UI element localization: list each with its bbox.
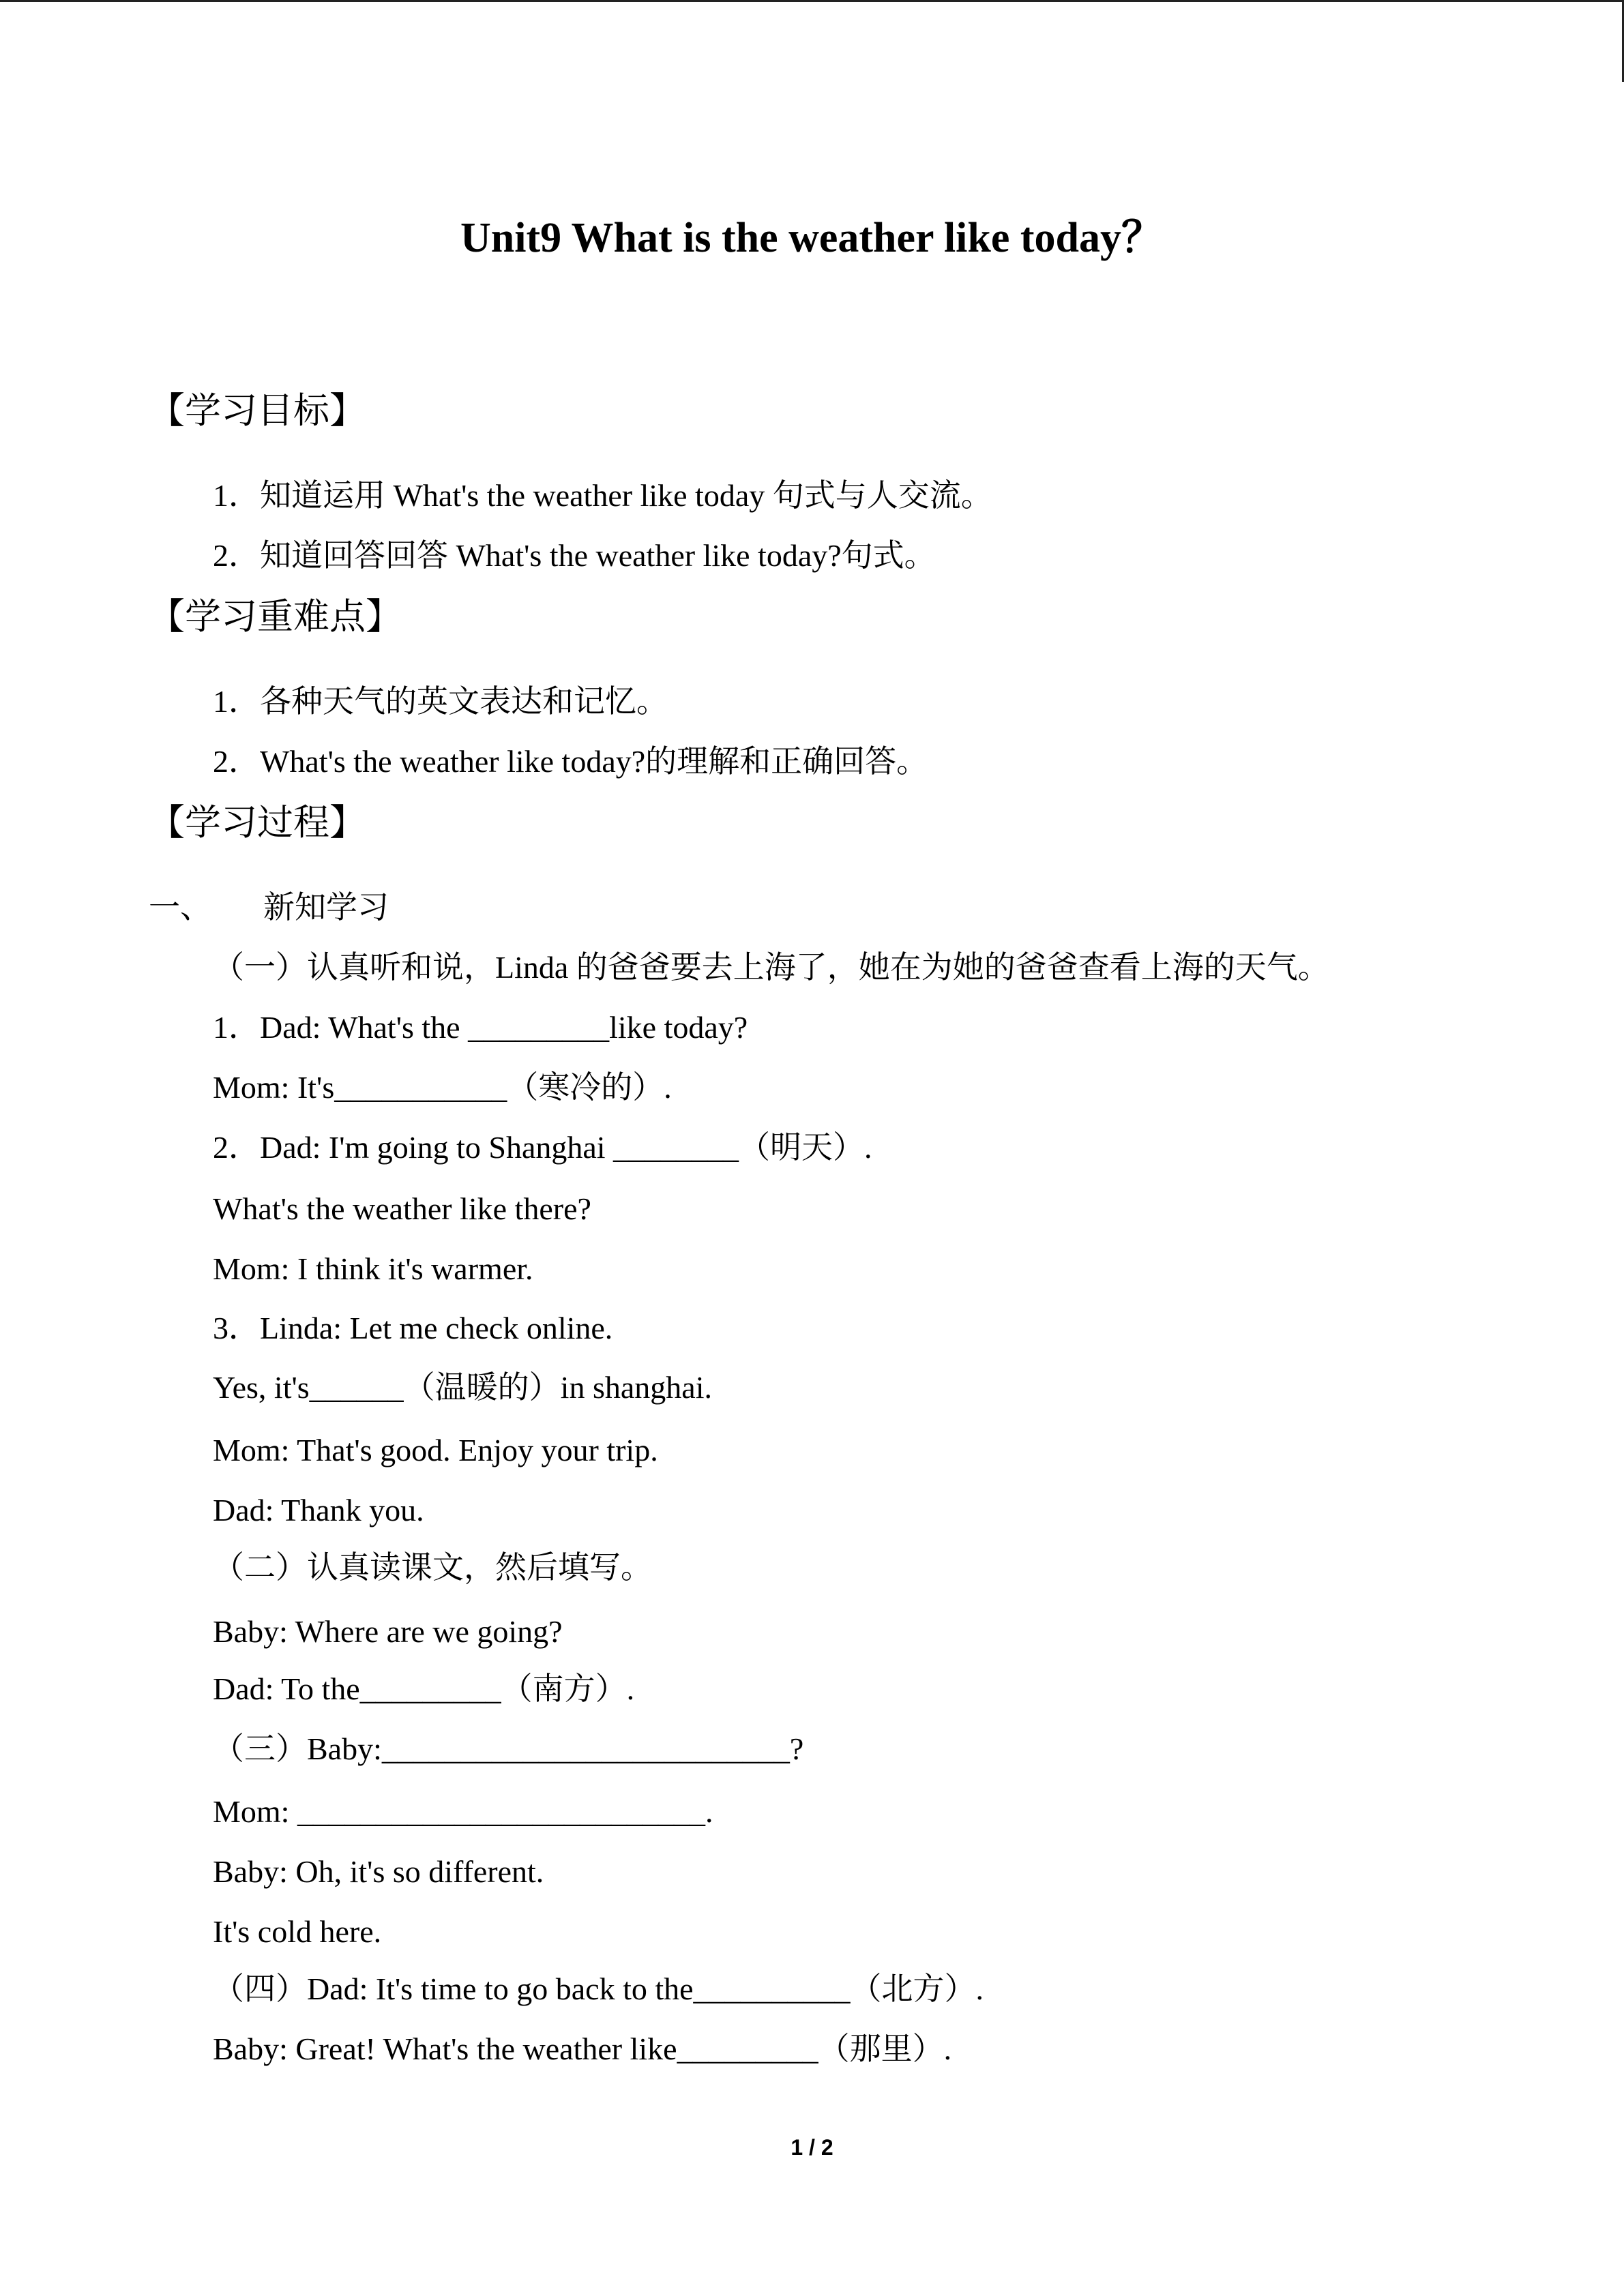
heading-goals: 【学习目标】	[149, 390, 366, 432]
process-line: Mom: That's good. Enjoy your trip.	[213, 1433, 658, 1467]
heading-key-points: 【学习重难点】	[149, 596, 402, 638]
process-line: （四）Dad: It's time to go back to the__________（北方）.	[213, 1971, 984, 2006]
process-line: What's the weather like there?	[213, 1191, 591, 1226]
key-point-item-2: 2．What's the weather like today?的理解和正确回答。	[213, 744, 928, 779]
process-line: 1．Dad: What's the _________like today?	[213, 1010, 748, 1045]
page-title: Unit9 What is the weather like today？	[460, 215, 1164, 261]
part-title: 新知学习	[263, 890, 389, 925]
key-point-item-1: 1．各种天气的英文表达和记忆。	[213, 684, 668, 719]
process-line: （二）认真读课文，然后填写。	[213, 1550, 652, 1585]
process-line: Dad: To the_________（南方）.	[213, 1671, 635, 1706]
part-number: 一、	[149, 890, 211, 925]
page-number: 1 / 2	[791, 2135, 833, 2160]
goal-item-1: 1．知道运用 What's the weather like today 句式与人交流。	[213, 478, 992, 513]
page-top-border	[0, 0, 1624, 2]
process-line: Baby: Where are we going?	[213, 1614, 563, 1649]
process-line: 2．Dad: I'm going to Shanghai ________（明天）.	[213, 1130, 872, 1165]
process-line: Mom: I think it's warmer.	[213, 1251, 533, 1286]
process-line: （一）认真听和说，Linda 的爸爸要去上海了，她在为她的爸爸查看上海的天气。	[213, 950, 1329, 985]
goal-item-2: 2．知道回答回答 What's the weather like today?句式。	[213, 538, 936, 573]
process-line: Mom: __________________________.	[213, 1794, 713, 1829]
heading-process: 【学习过程】	[149, 802, 366, 844]
process-line: （三）Baby:__________________________?	[213, 1731, 804, 1766]
process-line: Yes, it's______（温暖的）in shanghai.	[213, 1370, 712, 1405]
process-line: 3．Linda: Let me check online.	[213, 1311, 613, 1345]
process-line: It's cold here.	[213, 1914, 382, 1949]
process-line: Baby: Oh, it's so different.	[213, 1854, 544, 1889]
process-line: Dad: Thank you.	[213, 1493, 424, 1527]
process-line: Mom: It's___________（寒冷的）.	[213, 1070, 672, 1105]
process-line: Baby: Great! What's the weather like_________（那里）.	[213, 2031, 952, 2066]
